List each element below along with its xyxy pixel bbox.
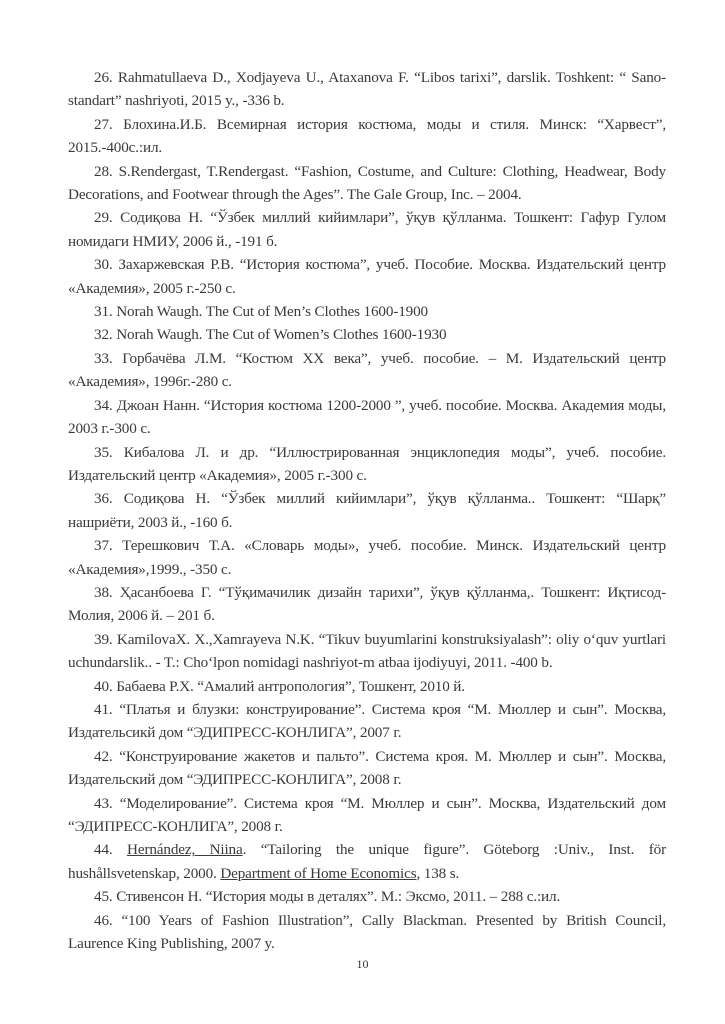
entry-text: Джоан Нанн. “История костюма 1200-2000 ”, учеб. пособие. Москва. Академия моды, 2003 г.-300 с. (68, 396, 666, 438)
entry-text: S.Rendergast, T.Rendergast. “Fashion, Costume, and Culture: Clothing, Headwear, Body Decorations, and Footwear through the Ages”. The Gale Group, Inc. – 2004. (68, 162, 666, 204)
entry-number: 26. (94, 69, 113, 86)
entry-number: 42. (94, 747, 113, 765)
entry-number: 46. (94, 911, 113, 929)
bibliography-entry (68, 394, 666, 441)
entry-number: 35. (94, 443, 113, 461)
entry-text: Кибалова Л. и др. “Иллюстрированная энциклопедия моды”, учеб. пособие. Издательский центр «Академия», 2005 г.-300 с. (68, 443, 666, 484)
entry-text: “Конструирование жакетов и пальто”. Система кроя. М. Мюллер и сын”. Москва, Издательский дом “ЭДИПРЕСС-КОНЛИГА”, 2008 г. (68, 747, 667, 789)
entry-text: Горбачёва Л.М. “Костюм XX века”, учеб. пособие. – М. Издательский центр «Академия», 1996г.-280 с. (68, 349, 666, 391)
bibliography-list (68, 66, 666, 955)
entry-number: 33. (94, 349, 113, 367)
bibliography-entry (68, 160, 666, 207)
entry-text: Содиқова Н. “Ўзбек миллий кийимлари”, ўқув қўлланма.. Тошкент: “Шарқ” нашриёти, 2003 й., -160 б. (68, 490, 666, 531)
entry-number: 39. (94, 630, 113, 648)
entry-text: . “Tailoring the unique figure”. Göteborg :Univ., Inst. för hushållsvetenskap, 2000. (68, 841, 666, 882)
entry-number: 36. (94, 490, 113, 508)
bibliography-entry (68, 534, 666, 581)
bibliography-entry (68, 838, 666, 885)
entry-number: 37. (94, 537, 113, 555)
entry-text: “Платья и блузки: конструирование”. Система кроя “М. Мюллер и сын”. Москва, Издательсикй дом “ЭДИПРЕСС-КОНЛИГА”, 2007 г. (68, 700, 666, 742)
entry-number: 29. (94, 209, 113, 227)
bibliography-entry (68, 253, 666, 300)
entry-text: Содиқова Н. “Ўзбек миллий кийимлари”, ўқув қўлланма. Тошкент: Гафур Гулом номидаги НМИУ, 2006 й., -191 б. (68, 209, 666, 250)
bibliography-entry (68, 347, 666, 394)
bibliography-entry (68, 441, 666, 488)
entry-number: 27. (94, 115, 113, 133)
entry-text: Norah Waugh. The Cut of Men’s Clothes 1600-1900 (116, 303, 428, 321)
entry-number: 40. (94, 677, 113, 695)
entry-number: 34. (94, 396, 113, 414)
entry-text: , 138 s. (416, 864, 460, 882)
bibliography-entry (68, 581, 666, 628)
entry-number: 32. (94, 326, 113, 344)
entry-text: Бабаева Р.Х. “Амалий антропология”, Тошкент, 2010 й. (116, 677, 465, 695)
department-link[interactable]: Department of Home Economics (220, 864, 417, 882)
bibliography-entry (68, 745, 666, 792)
bibliography-entry (68, 792, 666, 839)
entry-text: KamilovaX. X.,Xamrayeva N.K. “Tikuv buyumlarini konstruksiyalash”: oliy o‘quv yurtlari uchundarslik.. - T.: Cho‘lpon nomidagi nashriyot-m atbaa ijodiyuyi, 2011. -400 b. (68, 630, 666, 672)
entry-number: 30. (94, 256, 113, 274)
entry-number: 41. (94, 700, 113, 718)
entry-number: 43. (94, 794, 113, 812)
bibliography-entry (68, 885, 666, 908)
entry-text: “100 Years of Fashion Illustration”, Cally Blackman. Presented by British Council, Laurence King Publishing, 2007 y. (68, 911, 666, 953)
entry-text: Norah Waugh. The Cut of Women’s Clothes 1600-1930 (116, 326, 447, 344)
entry-text: Терешкович Т.А. «Словарь моды», учеб. пособие. Минск. Издательский центр «Академия»,1999., -350 с. (68, 537, 666, 578)
bibliography-entry (68, 206, 666, 253)
entry-text: Стивенсон Н. “История моды в деталях”. М.: Эксмо, 2011. – 288 с.:ил. (116, 888, 561, 906)
bibliography-entry (68, 323, 666, 346)
entry-text: Rahmatullaeva D., Xodjayeva U., Ataxanova F. “Libos tarixi”, darslik. Toshkent: “ Sano- standart” nashriyoti, 2015 y., -336 b. (68, 69, 666, 110)
entry-number: 31. (94, 303, 113, 321)
entry-text: Захаржевская Р.В. “История костюма”, учеб. Пособие. Москва. Издательский центр «Академия», 2005 г.-250 с. (68, 256, 666, 297)
entry-number: 38. (94, 583, 113, 601)
bibliography-entry (68, 487, 666, 534)
bibliography-entry (68, 300, 666, 323)
bibliography-entry (68, 628, 666, 675)
entry-text: Ҳасанбоева Г. “Тўқимачилик дизайн тарихи”, ўқув қўлланма,. Тошкент: Иқтисод-Молия, 2006 й. – 201 б. (68, 583, 666, 625)
entry-number: 44. (94, 841, 113, 859)
bibliography-entry (68, 909, 666, 956)
entry-text: “Моделирование”. Система кроя “М. Мюллер и сын”. Москва, Издательский дом “ЭДИПРЕСС-КОНЛИГА”, 2008 г. (68, 794, 666, 835)
entry-number: 28. (94, 162, 113, 180)
bibliography-entry (68, 113, 666, 160)
bibliography-entry (68, 66, 666, 113)
entry-number: 45. (94, 888, 113, 906)
entry-text: Блохина.И.Б. Всемирная история костюма, моды и стиля. Минск: “Харвест”, 2015.-400с.:ил. (68, 115, 666, 157)
author-link[interactable]: Hernández, Niina (127, 841, 243, 859)
bibliography-entry (68, 698, 666, 745)
bibliography-entry (68, 675, 666, 698)
page-number: 10 (356, 957, 369, 971)
